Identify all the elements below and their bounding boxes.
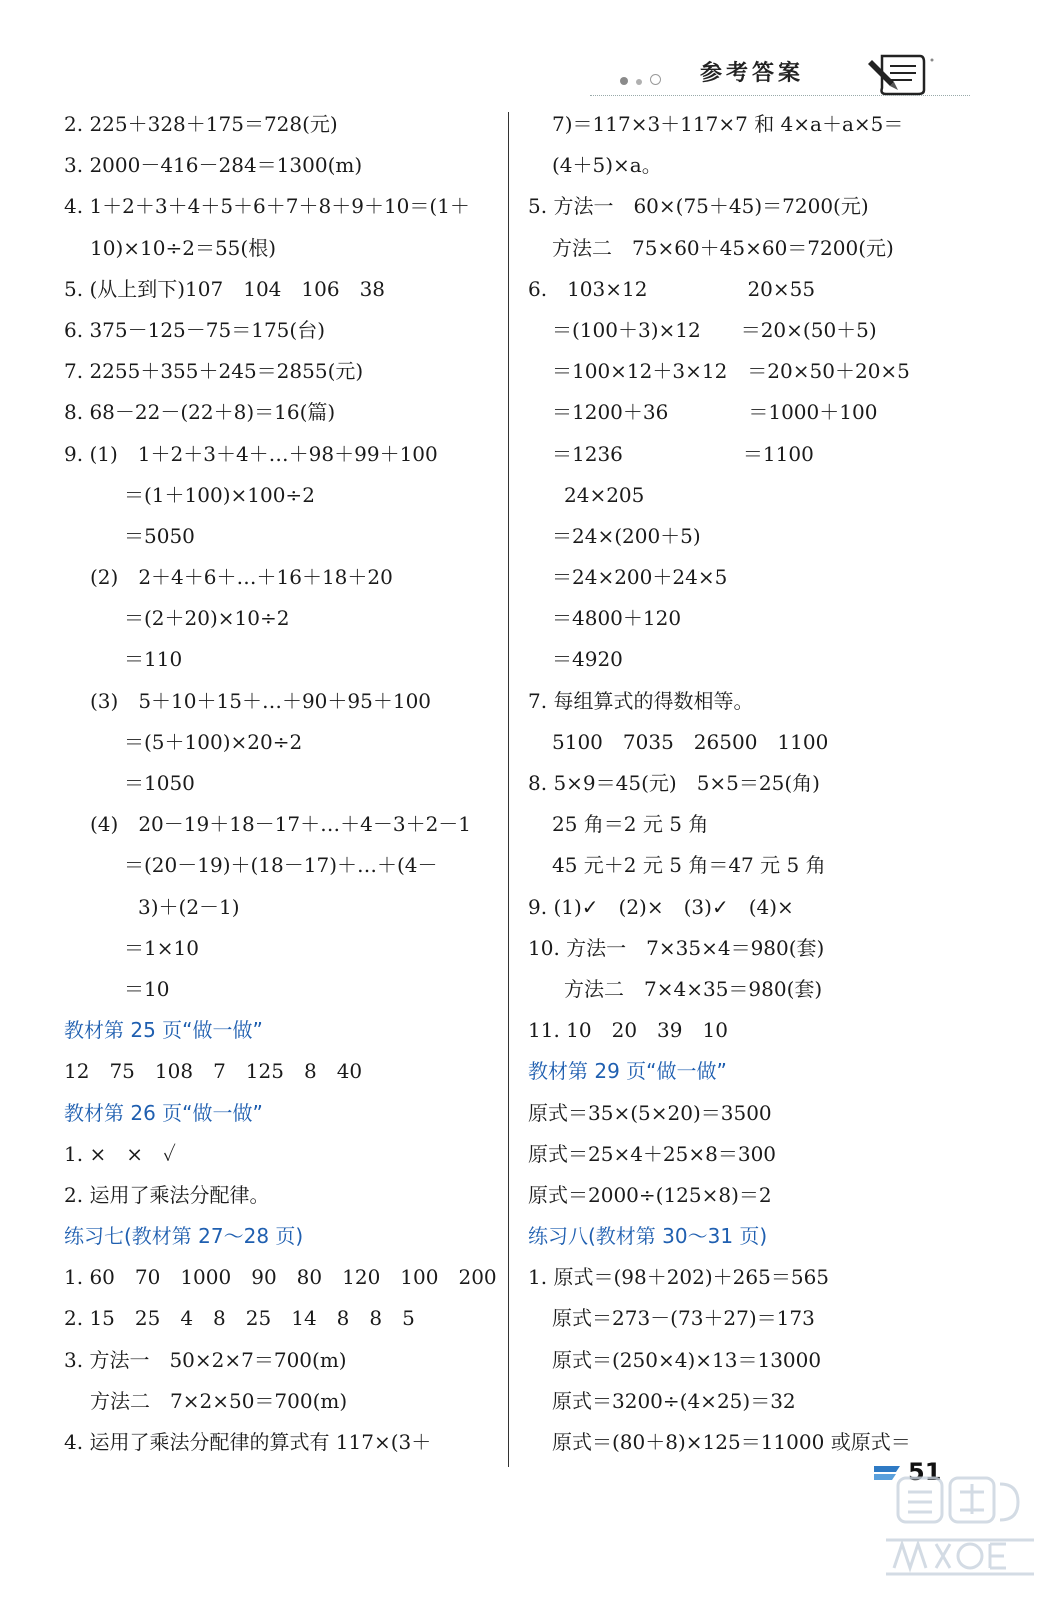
answer-line: ＝4800＋120 <box>552 606 682 631</box>
answer-line: 9. (1) 1＋2＋3＋4＋…＋98＋99＋100 <box>64 441 438 466</box>
answer-line: ＝5050 <box>124 523 195 548</box>
section-heading: 练习七(教材第 27～28 页) <box>64 1224 304 1249</box>
answer-line: 3. 2000－416－284＝1300(m) <box>64 153 363 178</box>
answer-line: 5100 7035 26500 1100 <box>552 729 829 754</box>
answer-line: 方法二 7×4×35＝980(套) <box>564 976 823 1001</box>
answer-line: 11. 10 20 39 10 <box>528 1018 728 1043</box>
answer-line: 2. 15 25 4 8 25 14 8 8 5 <box>64 1306 415 1331</box>
left-column <box>64 104 504 1463</box>
answer-line: 10. 方法一 7×35×4＝980(套) <box>528 935 825 960</box>
header-dot <box>620 77 628 85</box>
answer-line: 3. 方法一 50×2×7＝700(m) <box>64 1347 347 1372</box>
answer-line: ＝24×200＋24×5 <box>552 565 728 590</box>
answer-line: 原式＝3200÷(4×25)＝32 <box>552 1388 796 1413</box>
answer-line: 4. 1＋2＋3＋4＋5＋6＋7＋8＋9＋10＝(1＋ <box>64 194 470 219</box>
answer-line: ＝(2＋20)×10÷2 <box>124 606 290 631</box>
answer-line: ＝(20－19)＋(18－17)＋…＋(4－ <box>124 853 438 878</box>
answer-line: ＝24×(200＋5) <box>552 523 701 548</box>
header-dots <box>620 70 664 89</box>
answer-line: ＝1050 <box>124 771 195 795</box>
answer-line: 5. 方法一 60×(75＋45)＝7200(元) <box>528 194 869 219</box>
answer-line: ＝1200＋36 ＝1000＋100 <box>552 400 878 425</box>
header-dot <box>650 74 661 85</box>
answer-line: 7. 每组算式的得数相等。 <box>528 688 754 713</box>
answer-line: 24×205 <box>564 482 645 507</box>
right-column <box>528 104 948 1463</box>
answer-line: 原式＝35×(5×20)＝3500 <box>528 1100 772 1125</box>
answer-line: ＝1×10 <box>124 935 199 960</box>
answer-line: 6. 103×12 20×55 <box>528 276 816 301</box>
answer-line: 5. (从上到下)107 104 106 38 <box>64 276 386 301</box>
answer-line: 1. 60 70 1000 90 80 120 100 200 <box>64 1265 497 1290</box>
answer-line: 8. 5×9＝45(元) 5×5＝25(角) <box>528 771 820 795</box>
page-number: 51 <box>908 1458 942 1486</box>
header-title: 参考答案 <box>700 61 805 86</box>
section-heading: 练习八(教材第 30～31 页) <box>528 1224 768 1249</box>
answer-line: 方法二 75×60＋45×60＝7200(元) <box>552 235 894 260</box>
answer-line: 4. 运用了乘法分配律的算式有 117×(3＋ <box>64 1430 432 1454</box>
answer-line: ＝110 <box>124 647 183 672</box>
answer-line: 7)＝117×3＋117×7 和 4×a＋a×5＝ <box>552 112 904 136</box>
answer-line: 8. 68－22－(22＋8)＝16(篇) <box>64 400 336 425</box>
header-divider <box>590 95 970 96</box>
watermark-logo <box>880 1470 1040 1590</box>
answer-line: 原式＝2000÷(125×8)＝2 <box>528 1182 772 1207</box>
answer-line: 方法二 7×2×50＝700(m) <box>90 1388 348 1413</box>
section-heading: 教材第 25 页“做一做” <box>64 1018 263 1043</box>
answer-line: 25 角＝2 元 5 角 <box>552 812 709 837</box>
header-dot <box>636 79 642 85</box>
answer-line: ＝(100＋3)×12 ＝20×(50＋5) <box>552 317 877 342</box>
page-header <box>590 50 970 100</box>
answer-line: (4) 20－19＋18－17＋…＋4－3＋2－1 <box>90 812 472 837</box>
answer-line: 原式＝(250×4)×13＝13000 <box>552 1347 822 1372</box>
answer-line: ＝(5＋100)×20÷2 <box>124 729 303 754</box>
answer-line: 6. 375－125－75＝175(台) <box>64 317 326 342</box>
column-divider <box>508 112 509 1467</box>
section-heading: 教材第 26 页“做一做” <box>64 1100 263 1125</box>
answer-line: 3)＋(2－1) <box>138 894 240 919</box>
answer-line: 原式＝25×4＋25×8＝300 <box>528 1141 777 1166</box>
answer-line: 7. 2255＋355＋245＝2855(元) <box>64 359 364 384</box>
answer-line: 12 75 108 7 125 8 40 <box>64 1059 363 1084</box>
answer-line: 原式＝273－(73＋27)＝173 <box>552 1306 815 1331</box>
answer-line: ＝10 <box>124 976 170 1001</box>
answer-line: ＝1236 ＝1100 <box>552 441 814 466</box>
answer-line: 2. 运用了乘法分配律。 <box>64 1182 270 1207</box>
answer-line: 45 元＋2 元 5 角＝47 元 5 角 <box>552 853 826 878</box>
answer-line: 2. 225＋328＋175＝728(元) <box>64 112 338 136</box>
answer-line: 1. 原式＝(98＋202)＋265＝565 <box>528 1265 830 1290</box>
answer-line: ＝(1＋100)×100÷2 <box>124 482 315 507</box>
answer-line: (3) 5＋10＋15＋…＋90＋95＋100 <box>90 688 432 713</box>
answer-line: 1. × × ✓ <box>64 1141 176 1166</box>
answer-line: (4＋5)×a。 <box>552 153 662 178</box>
answer-line: 10)×10÷2＝55(根) <box>90 235 276 260</box>
answer-line: (2) 2＋4＋6＋…＋16＋18＋20 <box>90 565 393 590</box>
answer-line: ＝4920 <box>552 647 623 672</box>
answer-line: 9. (1)✓ (2)× (3)✓ (4)× <box>528 894 794 919</box>
section-heading: 教材第 29 页“做一做” <box>528 1059 727 1084</box>
answer-line: 原式＝(80＋8)×125＝11000 或原式＝ <box>552 1430 911 1454</box>
answer-line: ＝100×12＋3×12 ＝20×50＋20×5 <box>552 359 910 384</box>
